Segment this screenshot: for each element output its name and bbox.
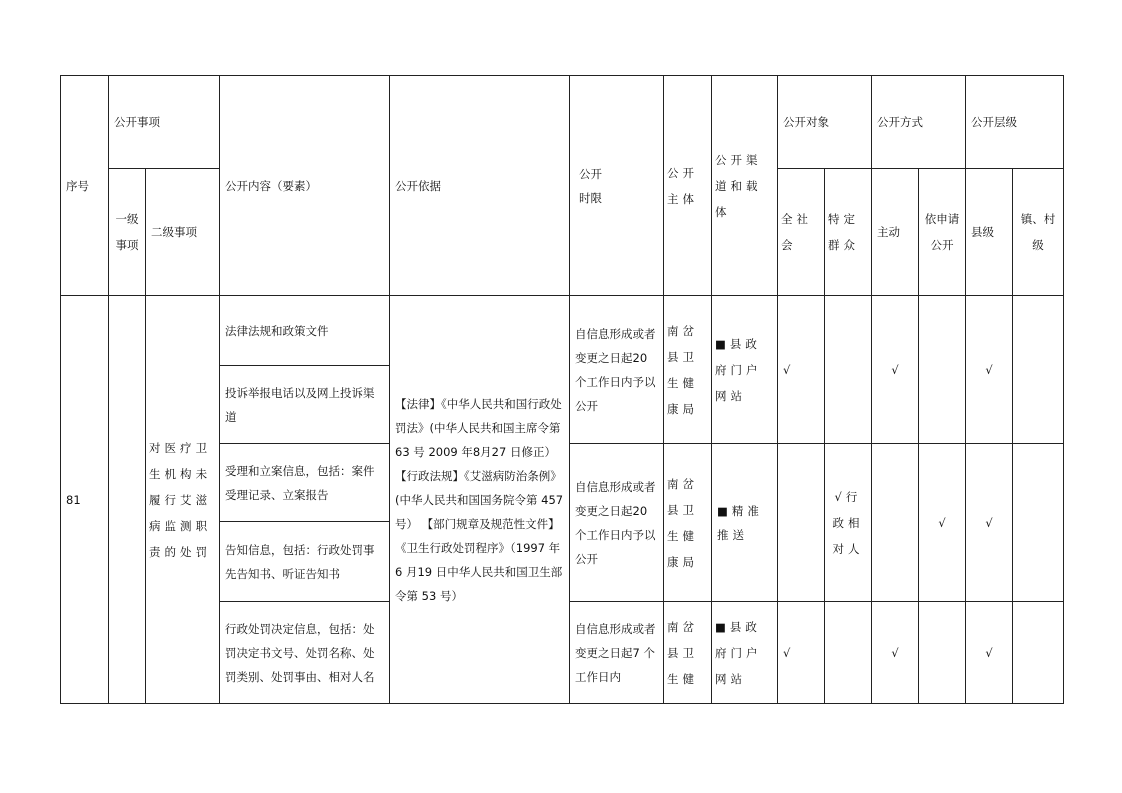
content-cell: 受理和立案信息，包括：案件受理记录、立案报告 (220, 444, 390, 522)
row-level2: 对医疗卫生机构未履行艾滋病监测职责的处罚 (146, 296, 220, 704)
header-subject: 公开主体 (664, 76, 712, 296)
method-active-cell (872, 444, 919, 602)
header-target-all: 全社会 (778, 169, 825, 296)
channel-cell: ■县政府门户网站 (712, 296, 778, 444)
subject-cell: 南岔县卫生健康局 (664, 444, 712, 602)
header-level1: 一级事项 (109, 169, 146, 296)
channel-cell: ■精准推送 (712, 444, 778, 602)
target-specific-cell: √行政相对人 (825, 444, 872, 602)
time-cell: 自信息形成或者变更之日起7 个工作日内 (570, 602, 664, 704)
target-all-cell: √ (778, 602, 825, 704)
content-cell: 投诉举报电话以及网上投诉渠道 (220, 366, 390, 444)
time-cell: 自信息形成或者变更之日起20 个工作日内予以公开 (570, 296, 664, 444)
row-seq: 81 (61, 296, 109, 704)
method-apply-cell (919, 602, 966, 704)
header-basis: 公开依据 (390, 76, 570, 296)
header-content: 公开内容（要素） (220, 76, 390, 296)
header-method: 公开方式 (872, 76, 966, 169)
header-channel: 公开渠道和载体 (712, 76, 778, 296)
level-town-cell (1013, 444, 1064, 602)
header-items: 公开事项 (109, 76, 220, 169)
content-cell: 法律法规和政策文件 (220, 296, 390, 366)
content-cell: 行政处罚决定信息，包括：处罚决定书文号、处罚名称、处罚类别、处罚事由、相对人名 (220, 602, 390, 704)
target-specific-cell (825, 602, 872, 704)
header-time: 公开时限 (570, 76, 664, 296)
header-method-apply: 依申请公开 (919, 169, 966, 296)
time-cell: 自信息形成或者变更之日起20 个工作日内予以公开 (570, 444, 664, 602)
level-town-cell (1013, 602, 1064, 704)
target-all-cell (778, 444, 825, 602)
method-active-cell: √ (872, 296, 919, 444)
header-row-1 (61, 76, 1064, 169)
channel-cell: ■县政府门户网站 (712, 602, 778, 704)
row-basis: 【法律】《中华人民共和国行政处罚法》(中华人民共和国主席令第 63 号 2009 年8月27 日修正） 【行政法规】《艾滋病防治条例》(中华人民共和国国务院令第 457 号） 【部门规章及规范性文件】《卫生行政处罚程序》（1997 年6 月19 日中华人民共和国卫生部令第 53 号） (390, 296, 570, 704)
method-active-cell: √ (872, 602, 919, 704)
table-row (61, 296, 1064, 366)
level-county-cell: √ (966, 296, 1013, 444)
header-level-town: 镇、村级 (1013, 169, 1064, 296)
target-specific-cell (825, 296, 872, 444)
subject-cell: 南岔县卫生健康局 (664, 296, 712, 444)
header-seq: 序号 (61, 76, 109, 296)
header-method-active: 主动 (872, 169, 919, 296)
level-county-cell: √ (966, 444, 1013, 602)
header-target-specific: 特定群众 (825, 169, 872, 296)
method-apply-cell (919, 296, 966, 444)
header-level2: 二级事项 (146, 169, 220, 296)
target-all-cell: √ (778, 296, 825, 444)
method-apply-cell: √ (919, 444, 966, 602)
header-level: 公开层级 (966, 76, 1064, 169)
header-level-county: 县级 (966, 169, 1013, 296)
disclosure-table (60, 75, 1064, 704)
row-level1 (109, 296, 146, 704)
level-town-cell (1013, 296, 1064, 444)
header-target: 公开对象 (778, 76, 872, 169)
level-county-cell: √ (966, 602, 1013, 704)
subject-cell: 南岔县卫生健 (664, 602, 712, 704)
content-cell: 告知信息，包括：行政处罚事先告知书、听证告知书 (220, 522, 390, 602)
